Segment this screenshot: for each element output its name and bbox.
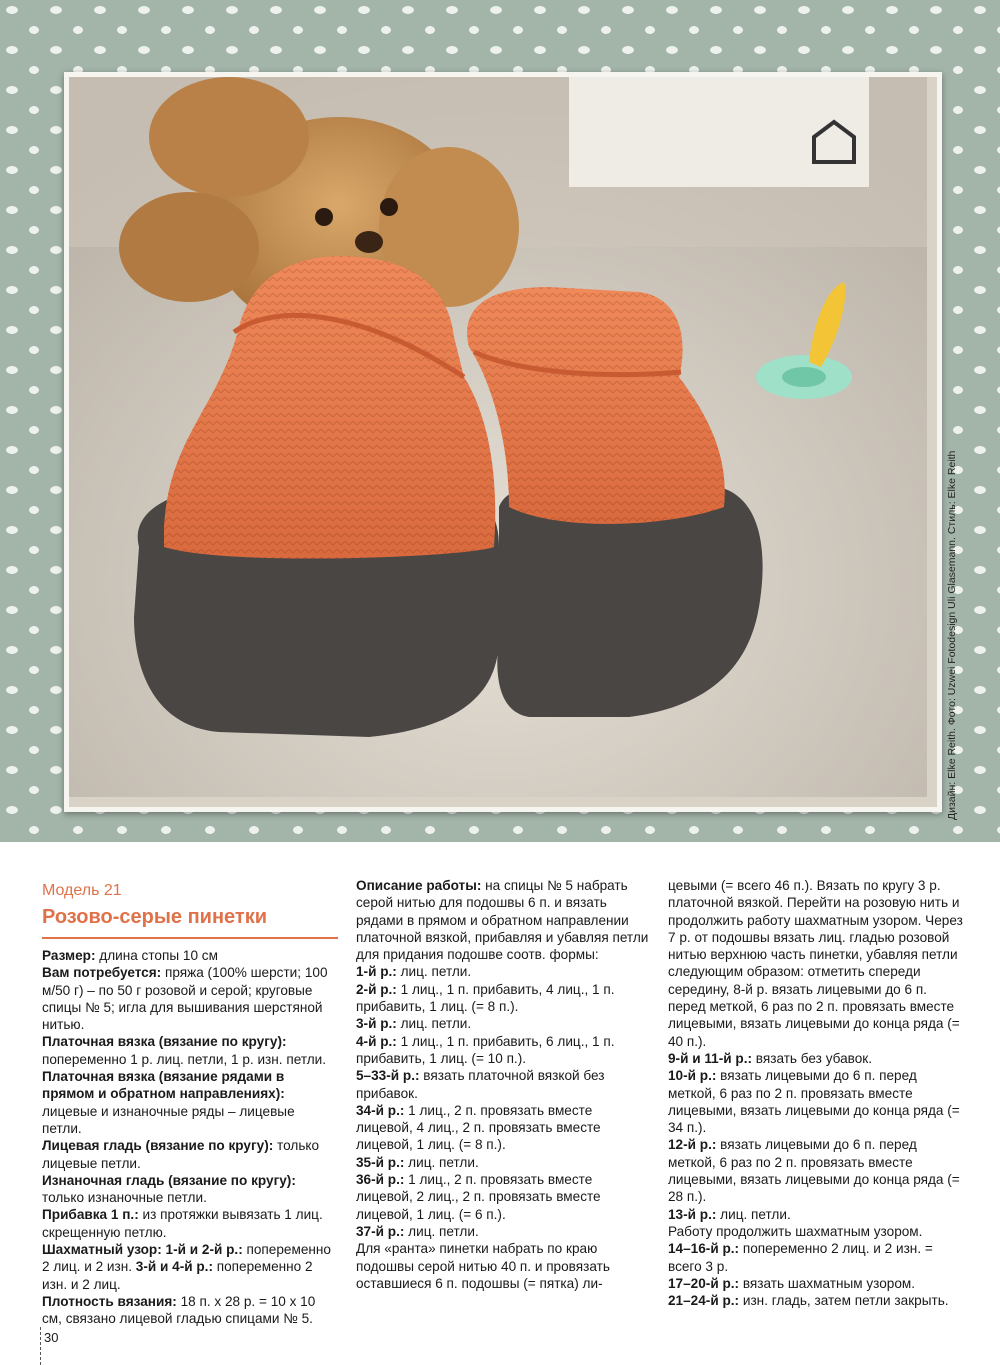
paragraph	[42, 964, 338, 1033]
title-underline	[42, 937, 338, 939]
paragraph-lead: 9-й и 11-й р.:	[668, 1050, 752, 1066]
paragraph-lead: Платочная вязка (вязание рядами в прямом и обратном направлениях):	[42, 1069, 285, 1102]
paragraph-text: 1 лиц., 2 п. провязать вместе лицевой, 4 лиц., 2 п. провязать вместе лицевой, 1 лиц. (= 8 п.).	[356, 1102, 601, 1153]
paragraph	[668, 877, 968, 1050]
paragraph	[356, 877, 650, 963]
paragraph	[42, 1068, 338, 1137]
paragraph-lead: 3-й р.:	[356, 1016, 397, 1032]
paragraph	[668, 1292, 968, 1309]
paragraph	[668, 1050, 968, 1067]
paragraph-text: попеременно 2 изн. и 2 лиц.	[42, 1259, 313, 1292]
paragraph-lead: Платочная вязка (вязание по кругу):	[42, 1034, 287, 1050]
paragraph-text: вязать шахматным узором.	[739, 1275, 916, 1291]
paragraph-text: 1 лиц., 1 п. прибавить, 6 лиц., 1 п. прибавить, 1 лиц. (= 10 п.).	[356, 1033, 615, 1066]
paragraph-lead: Лицевая гладь (вязание по кругу):	[42, 1138, 274, 1154]
paragraph-lead: 21–24-й р.:	[668, 1293, 740, 1309]
paragraph-text: лиц. петли.	[404, 1154, 479, 1170]
article-title: Розово-серые пинетки	[42, 906, 267, 928]
paragraph-lead: Изнаночная гладь (вязание по кругу):	[42, 1172, 296, 1188]
paragraph	[42, 947, 338, 964]
paragraph-text: лиц. петли.	[396, 964, 472, 980]
photo-credit: Дизайн: Elke Reith. Фото: Uzwei Fotodesign Uli Glasemann. Стиль: Elke Reith	[946, 450, 958, 820]
paragraph-text: длина стопы 10 см	[95, 948, 218, 963]
column-materials	[42, 947, 338, 1328]
paragraph-lead: 17–20-й р.:	[668, 1275, 740, 1291]
paragraph-text: Для «ранта» пинетки набрать по краю подошвы серой нитью 40 п. и провязать оставшиеся 6 п. подошвы (= пятка) ли-	[356, 1241, 610, 1291]
paragraph-text: лиц. петли.	[396, 1016, 472, 1032]
column-instructions	[356, 877, 650, 1292]
paragraph	[42, 1293, 338, 1328]
paragraph-lead: 34-й р.:	[356, 1102, 405, 1118]
paragraph-lead: 14–16-й р.:	[668, 1241, 740, 1257]
paragraph	[356, 1015, 650, 1032]
paragraph-text: лиц. петли.	[716, 1206, 791, 1222]
paragraph	[356, 1033, 650, 1068]
paragraph	[356, 1067, 650, 1102]
paragraph	[42, 1206, 338, 1241]
paragraph	[42, 1172, 338, 1207]
paragraph-text: цевыми (= всего 46 п.). Вязать по кругу 3 р. платочной вязкой. Перейти на розовую нить и продолжить работу шахматным узором. Через 7 р. от подошвы вязать лиц. гладью розовой нитью верхнюю часть пинетки, убавляя петли следующим образом: отметить спереди середину, 8-й р. вязать лицевыми до 6 п. перед меткой, 6 раз по 2 п. провязать вместе лицевыми, вязать лицевыми до конца ряда (= 40 п.).	[668, 878, 963, 1049]
paragraph	[356, 1171, 650, 1223]
paragraph-lead: 37-й р.:	[356, 1223, 405, 1239]
paragraph-text: только изнаночные петли.	[42, 1190, 207, 1206]
paragraph-lead: 12-й р.:	[668, 1137, 717, 1153]
paragraph-lead: 36-й р.:	[356, 1172, 405, 1188]
paragraph-text: 1 лиц., 2 п. провязать вместе лицевой, 2 лиц., 2 п. провязать вместе лицевой, 1 лиц. (= 6 п.).	[356, 1172, 601, 1222]
paragraph-lead: Плотность вязания:	[42, 1293, 177, 1309]
model-number: Модель 21	[42, 882, 122, 899]
page-margin-marker	[40, 1327, 42, 1365]
paragraph	[668, 1275, 968, 1292]
paragraph-text: на спицы № 5 набрать серой нитью для подошвы 6 п. и вязать рядами в прямом и обратном направлении платочной вязкой, прибавляя и убавляя петли для придания подошве соотв. формы:	[356, 878, 649, 963]
paragraph-text: лицевые и изнаночные ряды – лицевые петли.	[42, 1103, 295, 1136]
paragraph-text: попеременно 2 лиц. и 2 изн. = всего 3 р.	[668, 1241, 933, 1274]
paragraph-text: вязать лицевыми до 6 п. перед меткой, 6 раз по 2 п. провязать вместе лицевыми, вязать лицевыми до конца ряда (= 28 п.).	[668, 1137, 960, 1205]
paragraph-text: пряжа (100% шерсти; 100 м/50 г) – по 50 г розовой и серой; круговые спицы № 5; игла для вышивания шерстяной нитью.	[42, 965, 328, 1033]
paragraph-text: лиц. петли.	[404, 1223, 479, 1239]
paragraph	[668, 1240, 968, 1275]
paragraph-text: вязать платочной вязкой без прибавок.	[356, 1068, 605, 1101]
paragraph-lead: 35-й р.:	[356, 1154, 405, 1170]
paragraph	[356, 1154, 650, 1171]
column-instructions-continued	[668, 877, 968, 1309]
paragraph-lead: 5–33-й р.:	[356, 1068, 420, 1084]
paragraph	[42, 1241, 338, 1293]
paragraph-lead: 3-й и 4-й р.:	[135, 1259, 213, 1275]
paragraph	[356, 1102, 650, 1154]
paragraph-text: изн. гладь, затем петли закрыть.	[739, 1293, 949, 1309]
paragraph-text: попеременно 2 лиц. и 2 изн.	[42, 1242, 331, 1275]
paragraph	[356, 1223, 650, 1240]
paragraph-lead: 2-й р.:	[356, 981, 397, 997]
paragraph	[356, 981, 650, 1016]
page-number: 30	[44, 1330, 59, 1345]
paragraph-lead: Размер:	[42, 948, 96, 963]
paragraph-text: вязать без убавок.	[752, 1050, 873, 1066]
paragraph	[668, 1206, 968, 1223]
paragraph-lead: Вам потребуется:	[42, 965, 162, 981]
paragraph-text: 18 п. x 28 р. = 10 x 10 см, связано лицевой гладью спицами № 5.	[42, 1293, 316, 1327]
paragraph	[356, 963, 650, 980]
paragraph-lead: 13-й р.:	[668, 1206, 717, 1222]
paragraph-lead: Шахматный узор: 1-й и 2-й р.:	[42, 1242, 243, 1258]
paragraph-lead: 10-й р.:	[668, 1068, 717, 1084]
paragraph-text: только лицевые петли.	[42, 1138, 320, 1171]
paragraph-text: вязать лицевыми до 6 п. перед меткой, 6 раз по 2 п. провязать вместе лицевыми, вязать лицевыми до конца ряда (= 34 п.).	[668, 1068, 960, 1136]
paragraph-lead: Прибавка 1 п.:	[42, 1207, 139, 1223]
paragraph-text: из протяжки вывязать 1 лиц. скрещенную петлю.	[42, 1207, 323, 1240]
paragraph-text: 1 лиц., 1 п. прибавить, 4 лиц., 1 п. прибавить, 1 лиц. (= 8 п.).	[356, 981, 615, 1015]
paragraph	[668, 1223, 968, 1240]
paragraph	[668, 1136, 968, 1205]
paragraph-lead: Описание работы:	[356, 878, 482, 893]
paragraph-lead: 1-й р.:	[356, 964, 397, 980]
paragraph-text: попеременно 1 р. лиц. петли, 1 р. изн. петли.	[42, 1051, 327, 1067]
paragraph-lead: 4-й р.:	[356, 1033, 397, 1049]
photo-knitted-booties	[64, 72, 942, 812]
paragraph-text: Работу продолжить шахматным узором.	[668, 1223, 923, 1239]
paragraph	[42, 1033, 338, 1068]
paragraph	[668, 1067, 968, 1136]
paragraph	[356, 1240, 650, 1292]
paragraph	[42, 1137, 338, 1172]
